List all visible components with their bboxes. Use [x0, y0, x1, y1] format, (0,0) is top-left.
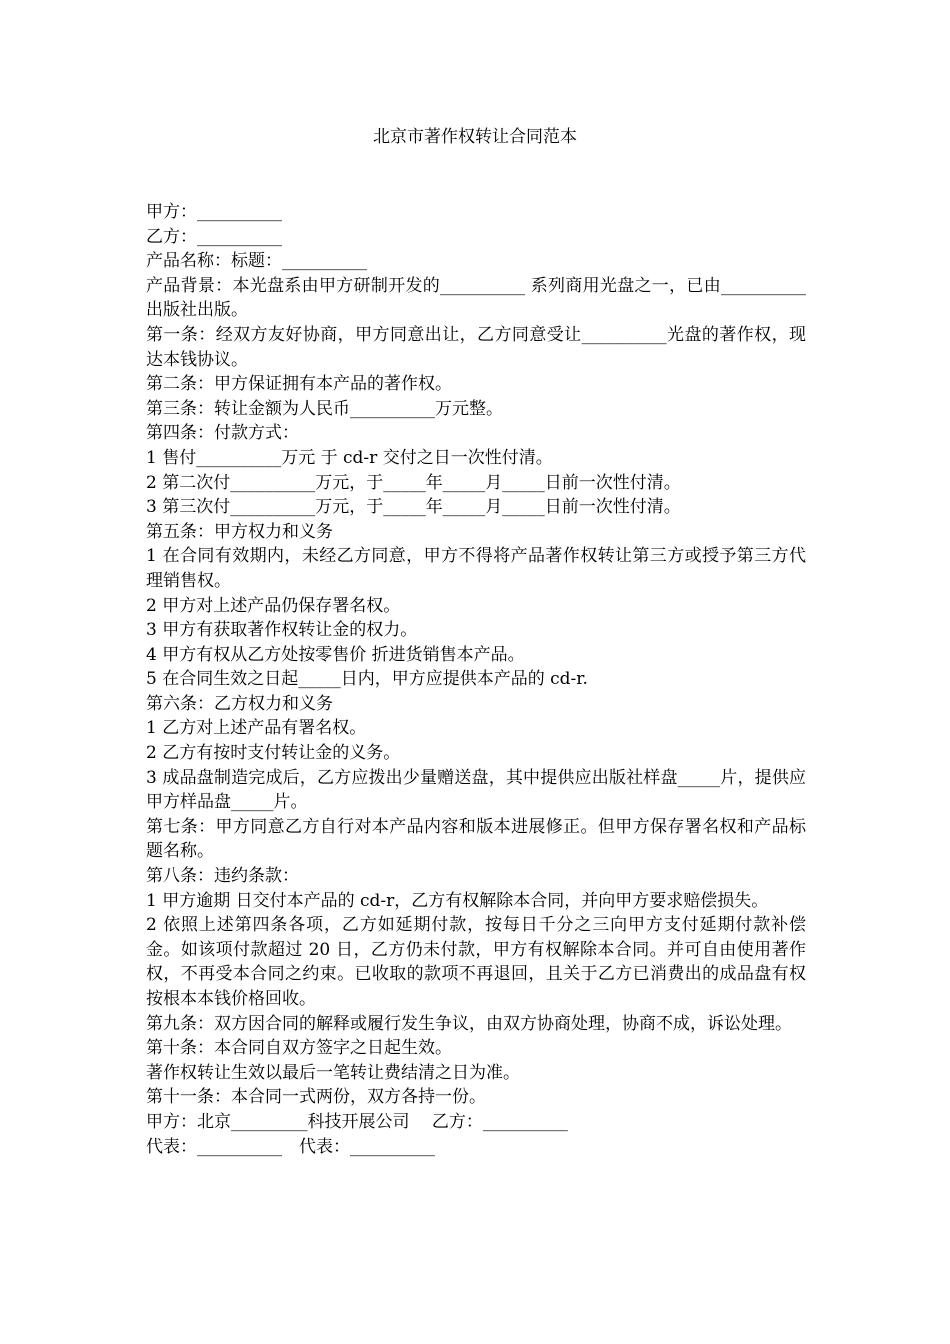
document-title: 北京市著作权转让合同范本 [373, 127, 577, 147]
document-body [146, 200, 806, 1159]
article-11: 第十一条：本合同一式两份，双方各持一份。 [146, 1087, 486, 1108]
article-5-item-3: 3 甲方有获取著作权转让金的权力。 [146, 620, 418, 641]
article-5-heading: 第五条：甲方权力和义务 [146, 521, 333, 542]
article-6-item-2: 2 乙方有按时支付转让金的义务。 [146, 743, 401, 764]
article-6-item-3: 3 成品盘制造完成后，乙方应拨出少量赠送盘，其中提供应出版社样盘_____片，提供应甲方样品盘_____片。 [146, 767, 806, 813]
article-5-item-4: 4 甲方有权从乙方处按零售价 折进货销售本产品。 [146, 644, 525, 665]
article-6-item-1: 1 乙方对上述产品有署名权。 [146, 718, 367, 739]
article-1: 第一条：经双方友好协商，甲方同意出让，乙方同意受让__________光盘的著作权，现达本钱协议。 [146, 324, 806, 370]
article-4-item-3: 3 第三次付__________万元，于_____年_____月_____日前一次性付清。 [146, 497, 681, 518]
party-b-line: 乙方：__________ [146, 226, 282, 247]
article-3: 第三条：转让金额为人民币__________万元整。 [146, 398, 503, 419]
signature-representatives-line: 代表：__________ 代表：__________ [146, 1136, 435, 1157]
article-5-item-1: 1 在合同有效期内，未经乙方同意，甲方不得将产品著作权转让第三方或授予第三方代理销售权。 [146, 546, 806, 591]
article-2: 第二条：甲方保证拥有本产品的著作权。 [146, 374, 452, 395]
article-4-heading: 第四条：付款方式： [146, 423, 299, 444]
party-a-line: 甲方：__________ [146, 202, 282, 222]
article-6-heading: 第六条：乙方权力和义务 [146, 693, 333, 714]
signature-parties-line: 甲方：北京_________科技开展公司 乙方：__________ [146, 1111, 568, 1132]
article-5-item-2: 2 甲方对上述产品仍保存署名权。 [146, 595, 401, 616]
article-8-heading: 第八条：违约条款： [146, 866, 299, 887]
article-4-item-1: 1 售付__________万元 于 cd-r 交付之日一次性付清。 [146, 447, 553, 468]
product-name-line: 产品名称：标题：__________ [146, 251, 367, 272]
article-4-item-2: 2 第二次付__________万元，于_____年_____月_____日前一次性付清。 [146, 472, 681, 493]
article-10: 第十条：本合同自双方签字之日起生效。 [146, 1038, 452, 1059]
article-8-item-1: 1 甲方逾期 日交付本产品的 cd-r，乙方有权解除本合同，并向甲方要求赔偿损失。 [146, 890, 769, 911]
product-background-paragraph: 产品背景：本光盘系由甲方研制开发的__________ 系列商用光盘之一，已由__________出版社出版。 [146, 275, 806, 321]
article-7: 第七条：甲方同意乙方自行对本产品内容和版本进展修正。但甲方保存署名权和产品标题名称。 [146, 816, 806, 862]
article-8-item-2: 2 依照上述第四条各项，乙方如延期付款，按每日千分之三向甲方支付延期付款补偿金。如该项付款超过 20 日，乙方仍未付款，甲方有权解除本合同。并可自由使用著作权，不再受本合同之约束。已收取的款项不再退回，且关于乙方已消费出的成品盘有权按根本本钱价格回收。 [146, 915, 806, 1009]
effective-note: 著作权转让生效以最后一笔转让费结清之日为准。 [146, 1062, 520, 1083]
article-5-item-5: 5 在合同生效之日起_____日内，甲方应提供本产品的 cd-r. [146, 669, 588, 690]
article-9: 第九条：双方因合同的解释或履行发生争议，由双方协商处理，协商不成，诉讼处理。 [146, 1013, 792, 1034]
